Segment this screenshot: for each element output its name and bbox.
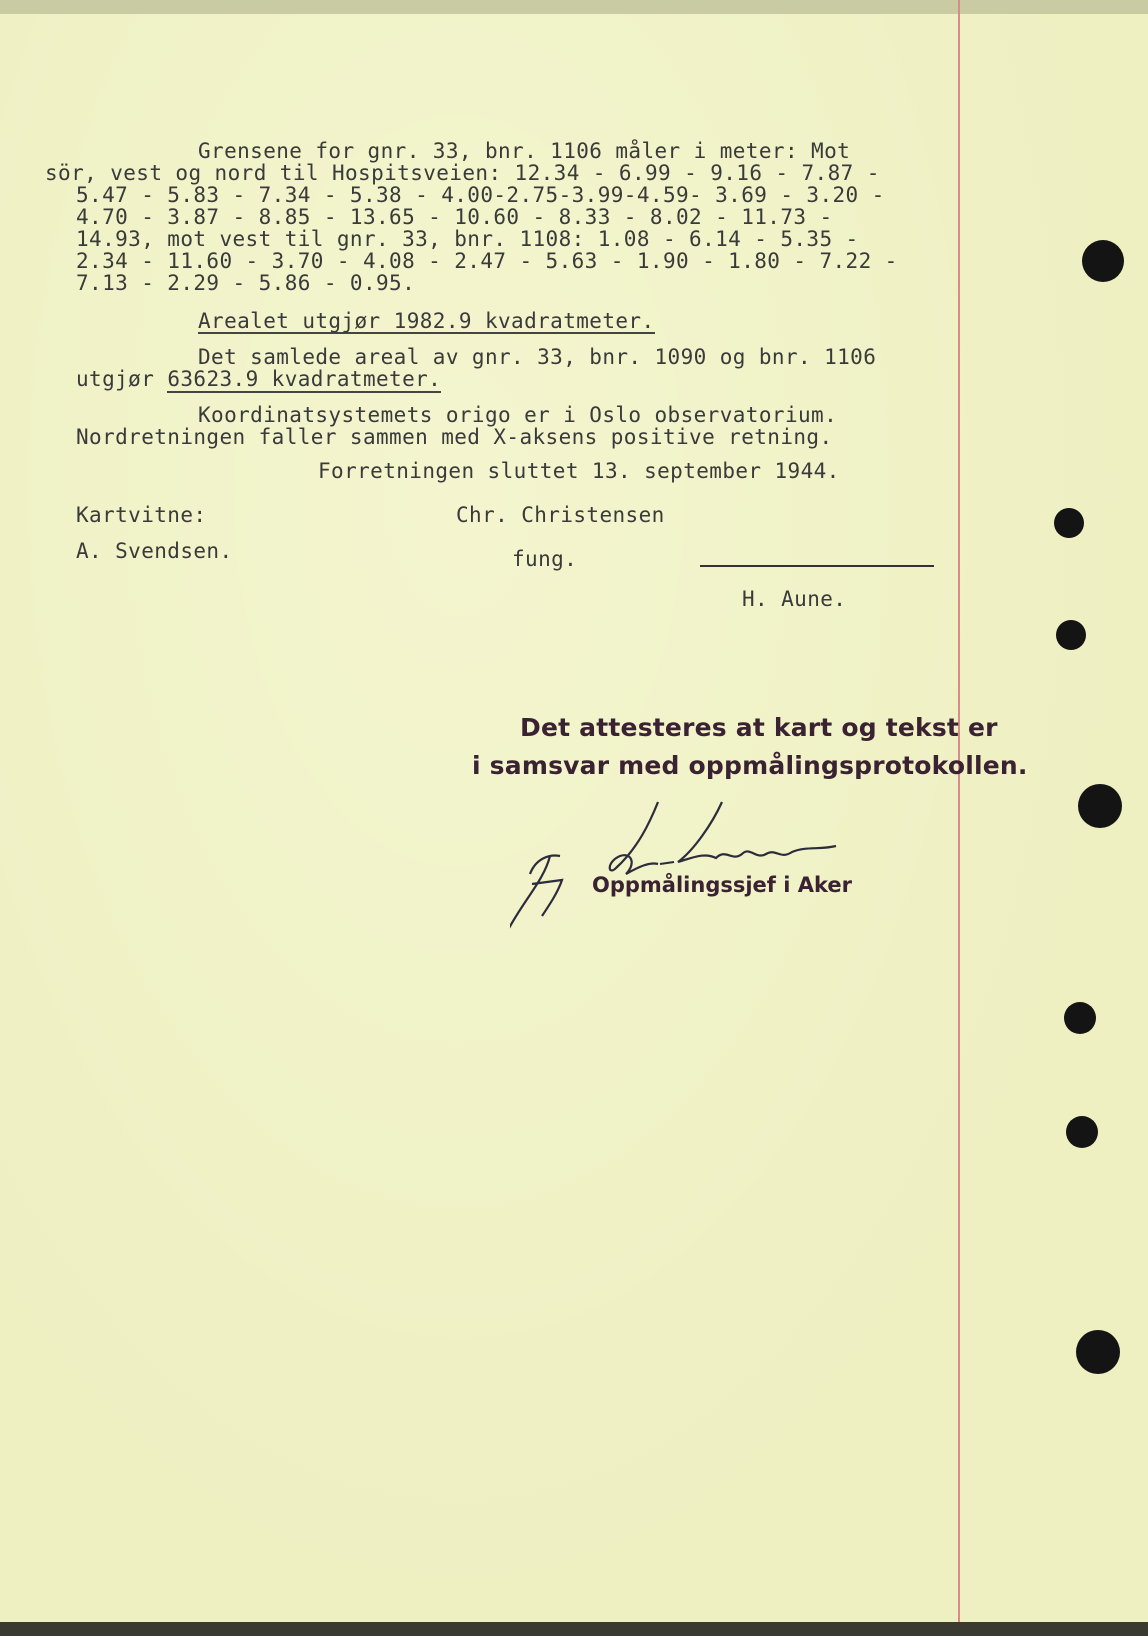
coordinate-line: Nordretningen faller sammen med X-aksens positive retning.: [76, 425, 833, 449]
margin-rule: [958, 0, 960, 1636]
boundary-line: 4.70 - 3.87 - 8.85 - 13.65 - 10.60 - 8.33 - 8.02 - 11.73 -: [76, 205, 833, 229]
punch-hole: [1064, 1002, 1096, 1034]
attestation-stamp-line: Det attesteres at kart og tekst er: [520, 713, 998, 742]
area-statement: Arealet utgjør 1982.9 kvadratmeter.: [198, 309, 655, 333]
second-signer-name: H. Aune.: [742, 587, 847, 611]
boundary-line: Grensene for gnr. 33, bnr. 1106 måler i meter: Mot: [198, 139, 851, 163]
boundary-line: sör, vest og nord til Hospitsveien: 12.34 - 6.99 - 9.16 - 7.87 -: [45, 161, 880, 185]
witness-label: Kartvitne:: [76, 503, 207, 527]
boundary-line: 2.34 - 11.60 - 3.70 - 4.08 - 2.47 - 5.63 - 1.90 - 1.80 - 7.22 -: [76, 249, 898, 273]
handwritten-signature: [510, 790, 850, 930]
signer-role: fung.: [512, 547, 578, 571]
punch-hole: [1078, 784, 1122, 828]
punch-hole: [1054, 508, 1084, 538]
punch-hole: [1066, 1116, 1098, 1148]
total-area-line: Det samlede areal av gnr. 33, bnr. 1090 og bnr. 1106: [198, 345, 877, 369]
signature-line: [700, 565, 934, 567]
total-area-line: [76, 368, 441, 390]
punch-hole: [1076, 1330, 1120, 1374]
attestation-stamp-line: i samsvar med oppmålingsprotokollen.: [472, 751, 1028, 780]
boundary-line: 7.13 - 2.29 - 5.86 - 0.95.: [76, 271, 416, 295]
coordinate-line: Koordinatsystemets origo er i Oslo observatorium.: [198, 403, 838, 427]
boundary-line: 14.93, mot vest til gnr. 33, bnr. 1108: 1.08 - 6.14 - 5.35 -: [76, 227, 859, 251]
total-area-prefix: utgjør: [76, 367, 168, 391]
surveyor-title-stamp: Oppmålingssjef i Aker: [592, 873, 852, 897]
boundary-line: 5.47 - 5.83 - 7.34 - 5.38 - 4.00-2.75-3.99-4.59- 3.69 - 3.20 -: [76, 183, 885, 207]
punch-hole: [1082, 240, 1124, 282]
closing-line: Forretningen sluttet 13. september 1944.: [318, 459, 840, 483]
total-area-value: 63623.9 kvadratmeter.: [167, 367, 442, 391]
scan-edge-top: [0, 0, 1148, 14]
witness-name: A. Svendsen.: [76, 539, 233, 563]
signer-name: Chr. Christensen: [456, 503, 665, 527]
scan-edge-bottom: [0, 1622, 1148, 1636]
punch-hole: [1056, 620, 1086, 650]
